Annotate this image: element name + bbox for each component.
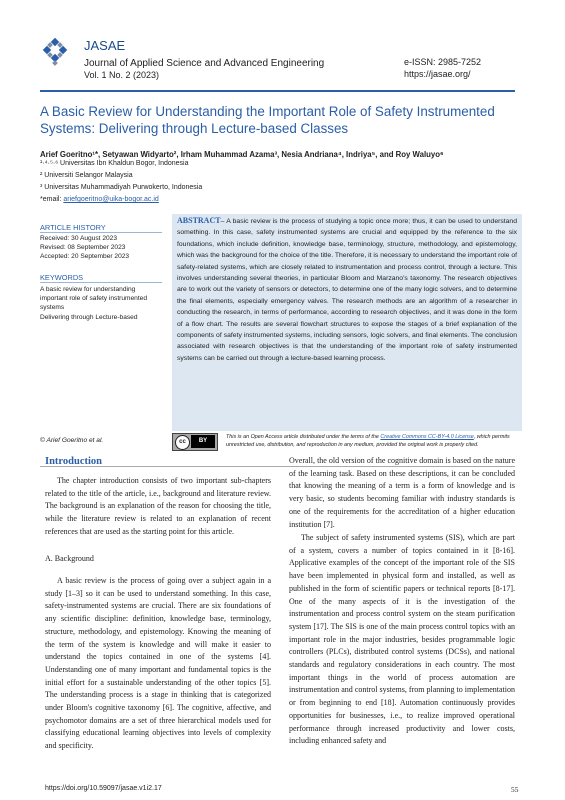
- subheading-background: A. Background: [45, 554, 94, 563]
- right-paragraph-1: [289, 455, 515, 531]
- history-revised: Revised: 08 September 2023: [40, 244, 126, 251]
- corresponding-email: [40, 196, 159, 203]
- license-text-after: , which permits unrestricted use, distribution, and reproduction in any medium, provided the original work is properly cited.: [226, 434, 510, 449]
- paragraph-text: Overall, the old version of the cognitive domain is based on the nature of the learning task. Based on these descriptions, it can be concluded that knowing the meaning of a term is a form of knowledge and is very basic, so students becoming familiar with industry standards is one of the requirements for the accreditation of a higher education institution [7].: [289, 456, 515, 529]
- journal-short-name: JASAE: [84, 38, 126, 53]
- history-divider: [40, 232, 162, 233]
- license-text: [226, 433, 521, 450]
- by-icon: BY: [191, 435, 215, 448]
- journal-url[interactable]: https://jasae.org/: [404, 69, 471, 79]
- author-list: Arief Goeritno¹*, Setyawan Widyarto², Irham Muhammad Azama³, Nesia Andriana⁴, Indriya⁵, and Roy Waluyo⁶: [40, 150, 444, 159]
- journal-volume: Vol. 1 No. 2 (2023): [84, 70, 160, 80]
- paragraph-text: The chapter introduction consists of two important sub-chapters related to the title of the article, i.e., background and literature review. The background is an explanation of the reason for choosing the title, while the literature review is related to an explanation of recent references that are used as the starting point for this article.: [45, 476, 271, 536]
- license-text-before: This is an Open Access article distributed under the terms of the: [226, 434, 381, 440]
- jasae-logo-icon: [40, 37, 70, 67]
- keyword-line: A basic review for understanding: [40, 286, 136, 293]
- email-label: *email:: [40, 196, 64, 203]
- history-received: Received: 30 August 2023: [40, 235, 117, 242]
- journal-full-name: Journal of Applied Science and Advanced Engineering: [84, 58, 325, 69]
- article-history-heading: ARTICLE HISTORY: [40, 223, 106, 232]
- doi-link[interactable]: https://doi.org/10.59097/jasae.v1i2.17: [45, 785, 162, 792]
- affiliation-2: ² Universiti Selangor Malaysia: [40, 172, 133, 179]
- page-number: 55: [511, 785, 519, 794]
- license-link[interactable]: Creative Commons CC-BY-4.0 License: [380, 434, 474, 440]
- background-paragraph: [45, 575, 271, 753]
- abstract-text: [177, 215, 517, 364]
- history-accepted: Accepted: 20 September 2023: [40, 253, 130, 260]
- intro-paragraph-1: [45, 475, 271, 539]
- cc-by-license-badge[interactable]: [172, 433, 218, 451]
- right-paragraph-2: [289, 532, 515, 748]
- keyword-line: Delivering through Lecture-based: [40, 314, 138, 321]
- paragraph-text: A basic review is the process of going over a subject again in a study [1–3] so it can be used to understand something. In this case, safety-instrumented systems are crucial. There are six foundations of any scientific discipline: definition, knowledge base, terminology, structure, methodology, and epistemology. Knowing the meaning of the term of the system is knowledge and will make it easier to understand the topics contained in one of the systems [4]. Understanding one of many important and fundamental topics is the initial effort for a sustainable understanding of the other topics [5]. The understanding process is a stage in thinking that is categorized under Bloom's cognitive taxonomy [6]. The cognitive, affective, and psychomotor domains are a set of three hierarchical models used for classifying educational learning objectives into levels of complexity and specificity.: [45, 576, 271, 751]
- keywords-divider: [40, 282, 162, 283]
- journal-issn: e-ISSN: 2985-7252: [404, 57, 482, 67]
- abstract-body: – A basic review is the process of studying a topic once more; thus, it can be used to understand something. In this case, safety instrumented systems are crucial and equipped by the reference to the six foundations, which include definition, knowledge base, terminology, structure, methodology, and epistemology, which was the background for the choice of the title. Therefore, it is necessary to understand the important role of safety-related systems, which are closely related to instrumentation and process control, through a lecture. This involves understanding several theories, in particular Bloom and Marzano's taxonomy. The research objectives are to work out the variety of sensors or detectors, to determine one of the many logic solvers, and to determine the final elements, especially emergency valves. The research methods are an algorithm of a researcher in conducting the research, in terms of performance, according to research objectives, and it was done in the form of a flow chart. The results are several flowchart structures to expose the stages of a brief explanation of the components of safety instrumented systems, including sensors, logic solvers, and final elements. The conclusion associated with research objectives is that the understanding of the important role of safety instrumented systems can be carried out through a lecture-based learning process.: [177, 218, 517, 362]
- copyright-notice: © Arief Goeritno et al.: [40, 437, 104, 444]
- section-title-introduction: Introduction: [45, 456, 102, 467]
- abstract-label: ABSTRACT: [177, 216, 221, 225]
- header-rule: [40, 90, 515, 92]
- cc-icon: cc: [175, 435, 190, 450]
- keywords-heading: KEYWORDS: [40, 273, 84, 282]
- keyword-line: important role of safety instrumented: [40, 295, 148, 302]
- paragraph-text: The subject of safety instrumented systems (SIS), which are part of a system, covers a number of topics contained in it [8-16]. Applicative examples of the concept of the important role of the SIS have been implemented in physical form and installed, as well as published in the form of scientific papers or technical reports [8-17]. One of the many aspects of it is the investigation of the instrumentation and process control system on the steam purification system [17]. The SIS is one of the main process control topics with an important role in the major industries, besides programmable logic controllers (PLCs), distributed control systems (DCSs), and national standards and regulatory considerations in each country. The most important things in the world of process automation are instrumentation and control systems, from planning to implementation or from beginning to end [18]. Automation continuously provides opportunities for businesses, i.e., to realize improved operational performance through increased productivity and lower costs, including enhanced safety and: [289, 533, 515, 746]
- email-link[interactable]: ariefgoeritno@uika-bogor.ac.id: [63, 196, 159, 203]
- article-title: A Basic Review for Understanding the Important Role of Safety Instrumented Systems: Delivering through Lecture-based Classes: [40, 104, 495, 136]
- affiliation-3: ³ Universitas Muhammadiyah Purwokerto, Indonesia: [40, 184, 203, 191]
- keyword-line: systems: [40, 304, 65, 311]
- affiliation-1: ¹·⁴·⁵·⁶ Universitas Ibn Khaldun Bogor, Indonesia: [40, 160, 189, 167]
